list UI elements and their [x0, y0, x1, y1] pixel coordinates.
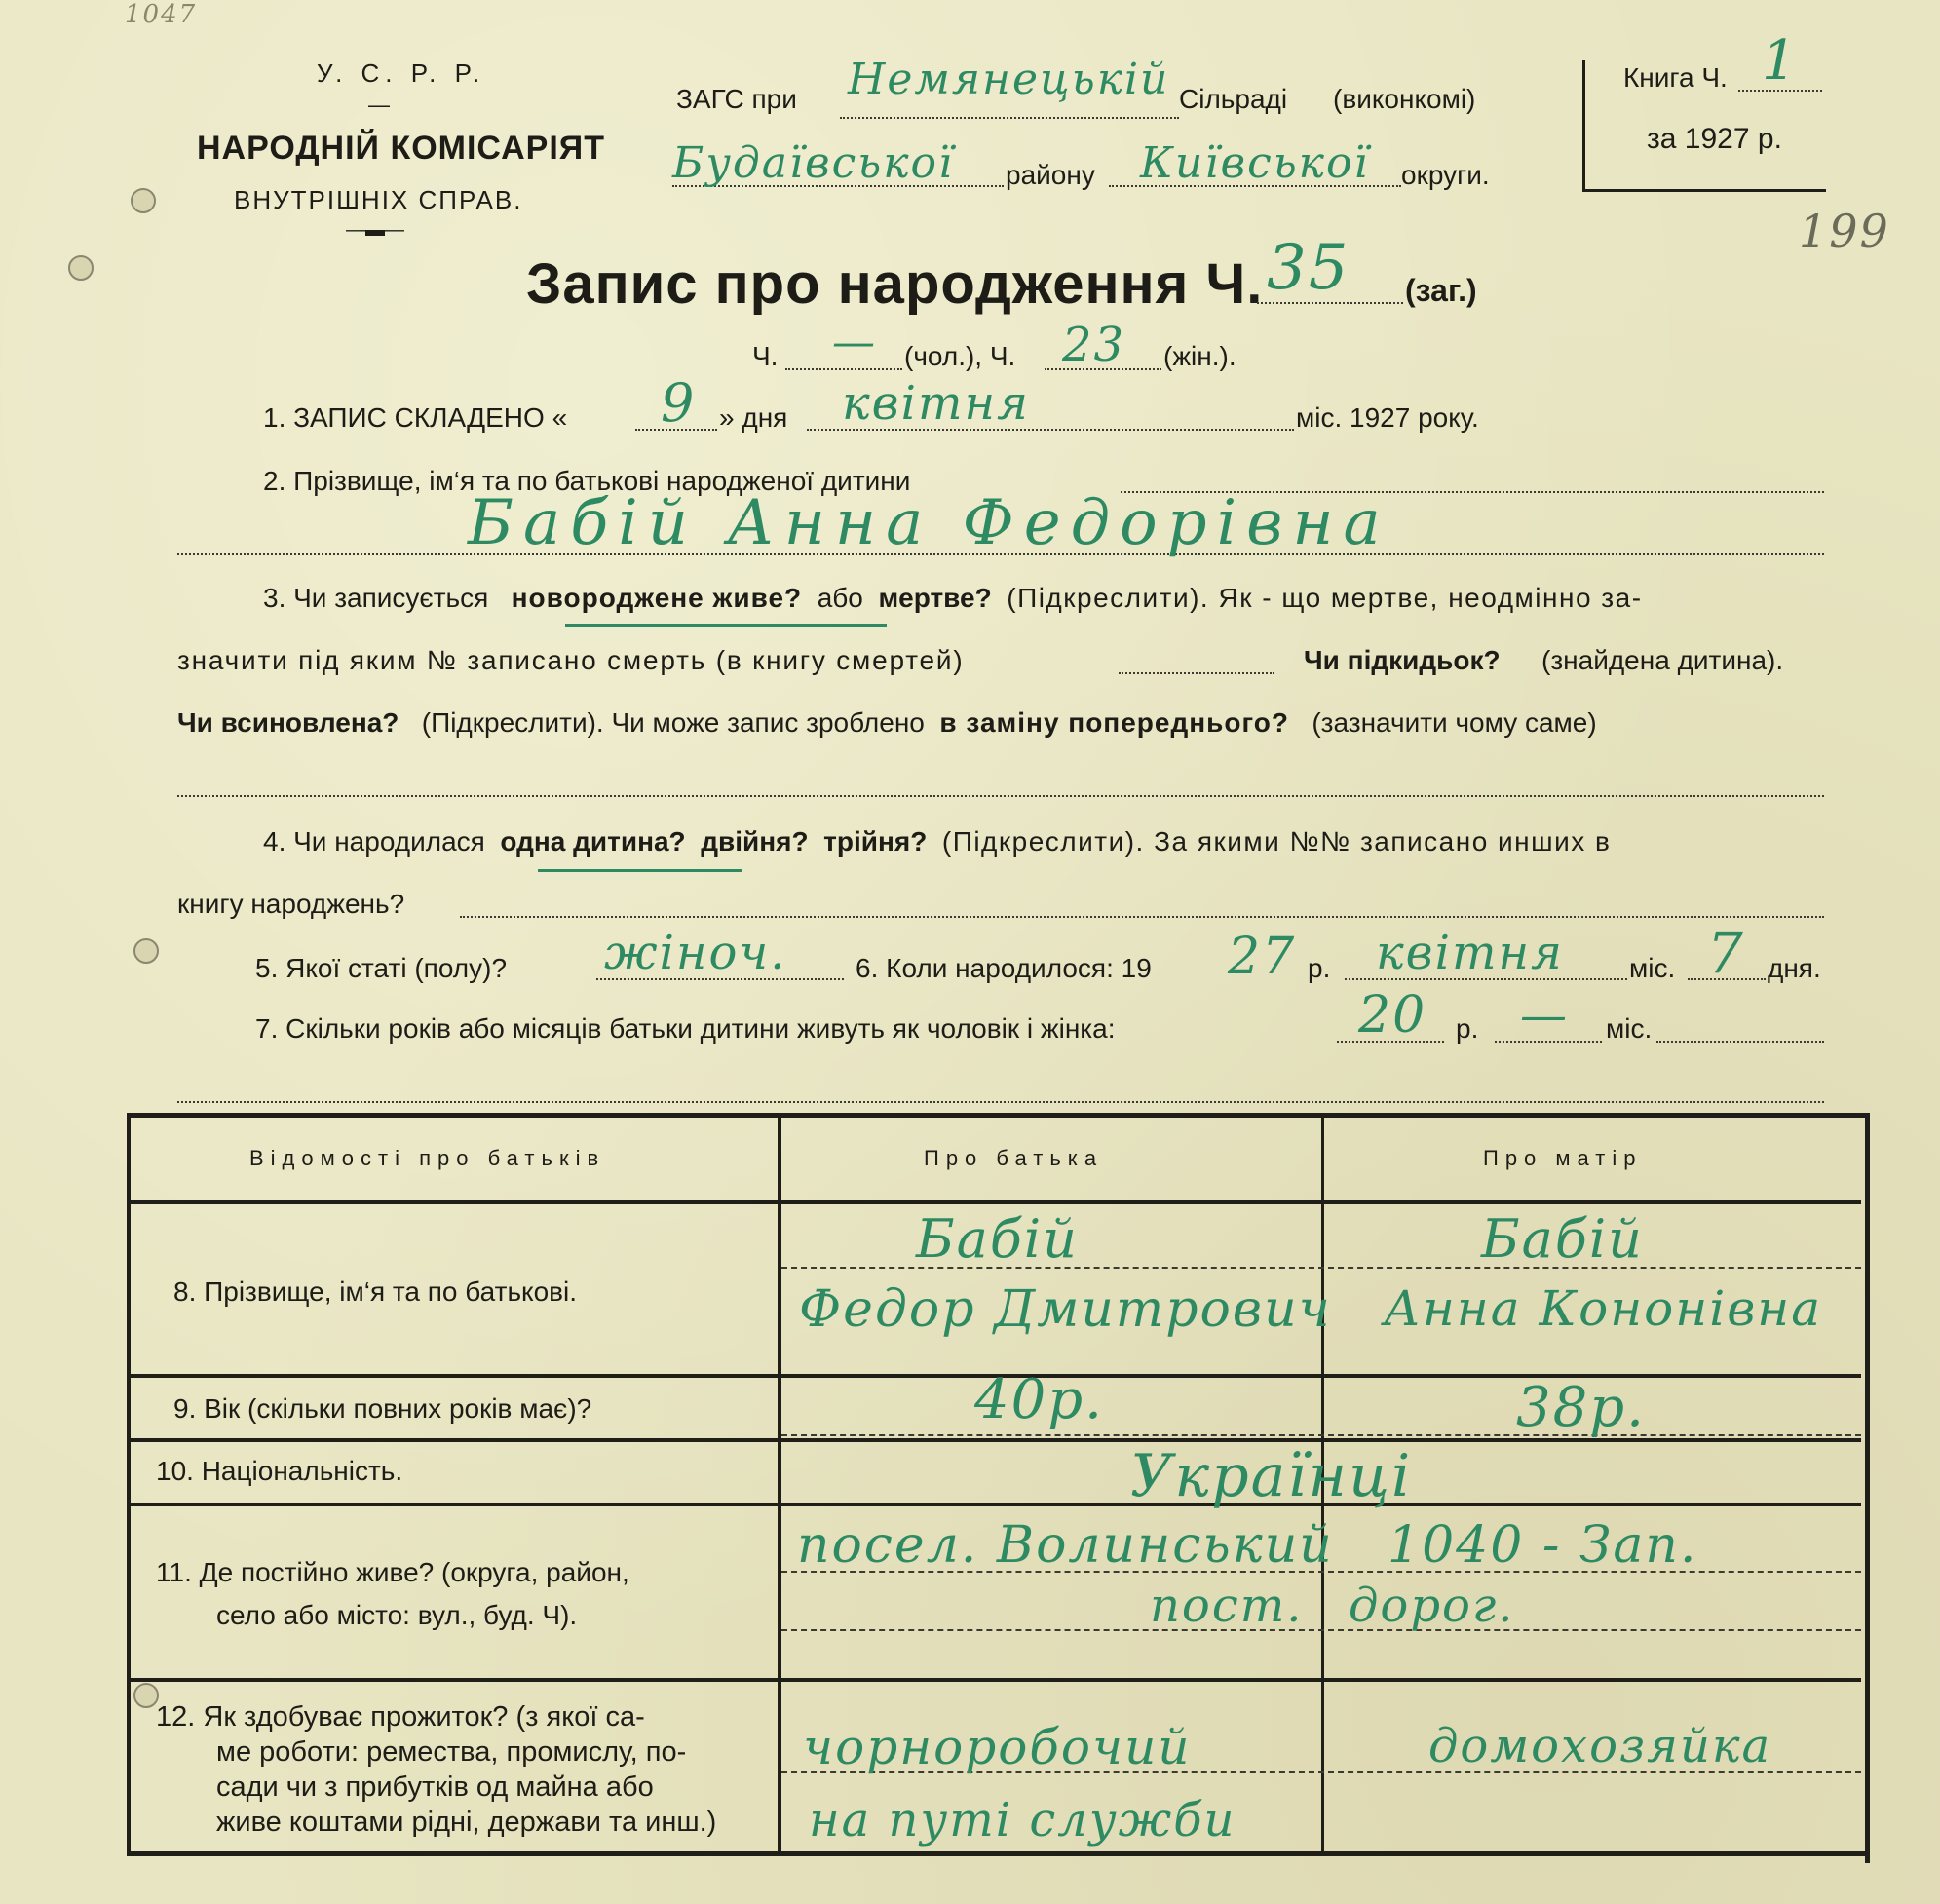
table-border-top: [127, 1113, 1869, 1118]
marriage-years-handwritten: 20: [1358, 986, 1427, 1045]
row12-label-line3: сади чи з прибутків од майна або: [216, 1771, 654, 1803]
corner-mark: 1047: [125, 0, 198, 29]
item1-month-handwritten: квітня: [842, 376, 1030, 431]
item1-mid: » дня: [719, 402, 788, 433]
book-number-handwritten: 1: [1762, 29, 1799, 93]
item3-line2a: значити під яким № записано смерть (в книгу смертей): [177, 645, 965, 675]
item7-dotline-a: [1656, 1041, 1824, 1043]
table-row-divider: [127, 1503, 1861, 1506]
item1-tail: міс. 1927 року.: [1296, 402, 1479, 433]
item2-label: 2. Прізвище, ім‘я та по батькові народженої дитини: [263, 466, 911, 496]
book-box-left-border: [1582, 60, 1585, 192]
father-name-handwritten: Федор Дмитрович: [799, 1280, 1332, 1339]
marriage-months-handwritten: —: [1520, 988, 1569, 1043]
mother-age-handwritten: 38р.: [1516, 1376, 1646, 1439]
male-dotline: [785, 368, 902, 370]
table-row-divider: [127, 1678, 1861, 1682]
record-number-handwritten: 35: [1267, 232, 1350, 304]
father-occupation-line1-handwritten: чорноробочий: [803, 1719, 1192, 1775]
sex-handwritten: жіноч.: [604, 926, 787, 980]
book-year-for: за 1927 р.: [1647, 123, 1782, 155]
table-col-divider-1: [778, 1113, 781, 1855]
record-number-suffix: (заг.): [1405, 273, 1477, 308]
row12-label-line2: ме роботи: ремества, промислу, по-: [216, 1736, 687, 1768]
female-label: (жін.).: [1163, 341, 1236, 371]
table-row-divider: [127, 1200, 1861, 1204]
male-label: (чол.), Ч.: [904, 341, 1016, 371]
row12-label-line4: живе коштами рідні, держави та инш.): [216, 1807, 717, 1838]
birth-day-handwritten: 7: [1707, 920, 1745, 986]
raion-label: району: [1006, 160, 1095, 190]
row9-subline: [781, 1434, 1861, 1436]
department-title: ВНУТРІШНІХ СПРАВ.: [234, 185, 523, 214]
okruga-label: округи.: [1401, 160, 1490, 190]
punch-hole: [68, 255, 94, 281]
item4-line1: 4. Чи народилася одна дитина? двійня? трійня? (Підкреслити). За якими №№ записано инших в: [263, 826, 1612, 857]
table-header-father: Про батька: [924, 1146, 1104, 1170]
mother-residence-line1-handwritten: 1040 - Зап.: [1388, 1516, 1698, 1575]
replacement-option: в заміну попереднього?: [939, 707, 1289, 738]
header-ornament: —▬—: [346, 219, 404, 241]
row9-label: 9. Вік (скільки повних років має)?: [173, 1393, 592, 1424]
item6-label: 6. Коли народилося: 19: [856, 953, 1152, 983]
subcount-prefix: Ч.: [752, 341, 779, 371]
item5-label: 5. Якої статі (полу)?: [255, 953, 508, 983]
village-dotline: [840, 117, 1179, 119]
punch-hole: [133, 938, 159, 964]
day-suffix: дня.: [1768, 953, 1821, 983]
council-label: Сільраді: [1179, 84, 1288, 114]
row12-label-line1: 12. Як здобуває прожиток? (з якої са-: [156, 1701, 645, 1733]
exec-label: (виконкомі): [1333, 84, 1476, 114]
mother-residence-line2-handwritten: дорог.: [1349, 1579, 1515, 1633]
nationality-handwritten: Українці: [1130, 1442, 1413, 1510]
table-border-bottom: [127, 1851, 1869, 1856]
item1-label: 1. ЗАПИС СКЛАДЕНО «: [263, 402, 568, 433]
raion-handwritten: Будаївської: [672, 138, 955, 188]
punch-hole: [131, 188, 156, 213]
female-count-handwritten: 23: [1062, 318, 1126, 372]
header-dash: —: [368, 93, 390, 117]
table-header-info: Відомості про батьків: [249, 1146, 606, 1170]
row11-subline: [781, 1629, 1861, 1631]
father-surname-handwritten: Бабій: [916, 1208, 1079, 1270]
triplets-option: трійня?: [823, 826, 928, 857]
father-residence-line2-handwritten: пост.: [1150, 1579, 1304, 1633]
item4-line2: книгу народжень?: [177, 889, 405, 919]
archive-number: 199: [1799, 205, 1890, 257]
item3-dotline: [177, 795, 1824, 797]
child-name-handwritten: Бабій Анна Федорівна: [468, 487, 1390, 559]
mother-occupation-handwritten: домохозяйка: [1428, 1719, 1772, 1773]
father-occupation-line2-handwritten: на путі служби: [809, 1793, 1236, 1847]
month-suffix: міс.: [1629, 953, 1676, 983]
village-handwritten: Немянецькій: [848, 55, 1170, 104]
book-label: Книга Ч.: [1623, 62, 1728, 93]
book-box-bottom-border: [1582, 189, 1826, 192]
mother-surname-handwritten: Бабій: [1481, 1208, 1644, 1270]
marriage-years-suffix: р.: [1456, 1013, 1479, 1044]
table-header-mother: Про матір: [1483, 1146, 1643, 1170]
item3-line3: Чи всиновлена? (Підкреслити). Чи може запис зроблено в заміну попереднього? (зазначити чому саме): [177, 707, 1597, 738]
row11-label-line1: 11. Де постійно живе? (округа, район,: [156, 1557, 629, 1587]
table-border-right: [1865, 1113, 1870, 1863]
row11-label-line2: село або місто: вул., буд. Ч).: [216, 1600, 578, 1630]
alive-option: новороджене живе?: [511, 583, 803, 613]
male-count-handwritten: —: [832, 318, 877, 367]
birth-year-handwritten: 27: [1228, 928, 1297, 986]
year-suffix: р.: [1308, 953, 1331, 983]
item7-dotline-b: [177, 1101, 1824, 1103]
ussr-label: У. С. Р. Р.: [317, 58, 486, 88]
twins-option: двійня?: [701, 826, 809, 857]
alive-underline: [565, 624, 887, 627]
commissariat-title: НАРОДНІЙ КОМІСАРІЯТ: [197, 130, 605, 167]
father-residence-line1-handwritten: посел. Волинський: [797, 1516, 1334, 1575]
father-age-handwritten: 40р.: [974, 1368, 1104, 1431]
single-birth-option: одна дитина?: [500, 826, 686, 857]
item3-line1: 3. Чи записується новороджене живе? або мертве? (Підкреслити). Як - що мертве, неодмінно за-: [263, 583, 1643, 613]
row10-label: 10. Національність.: [156, 1456, 403, 1486]
row8-label: 8. Прізвище, ім‘я та по батькові.: [173, 1276, 578, 1307]
birth-month-handwritten: квітня: [1376, 926, 1564, 980]
record-title: Запис про народження Ч.: [526, 252, 1264, 316]
marriage-months-suffix: міс.: [1606, 1013, 1653, 1044]
mother-name-handwritten: Анна Кононівна: [1384, 1280, 1823, 1337]
single-birth-underline: [538, 869, 742, 872]
adopted-option: Чи всиновлена?: [177, 707, 399, 738]
item7-label: 7. Скільки років або місяців батьки дитини живуть як чоловік і жінка:: [255, 1013, 1116, 1044]
table-border-left: [127, 1113, 131, 1855]
zags-prefix: ЗАГС при: [676, 84, 797, 114]
item1-day-handwritten: 9: [661, 372, 697, 434]
foundling-option: Чи підкидьок?: [1304, 645, 1501, 675]
item4-dotline: [460, 916, 1824, 918]
dead-option: мертве?: [878, 583, 992, 613]
okruga-handwritten: Київської: [1140, 138, 1370, 188]
item3-line2c: (знайдена дитина).: [1541, 645, 1784, 675]
death-number-dotline: [1119, 672, 1274, 674]
